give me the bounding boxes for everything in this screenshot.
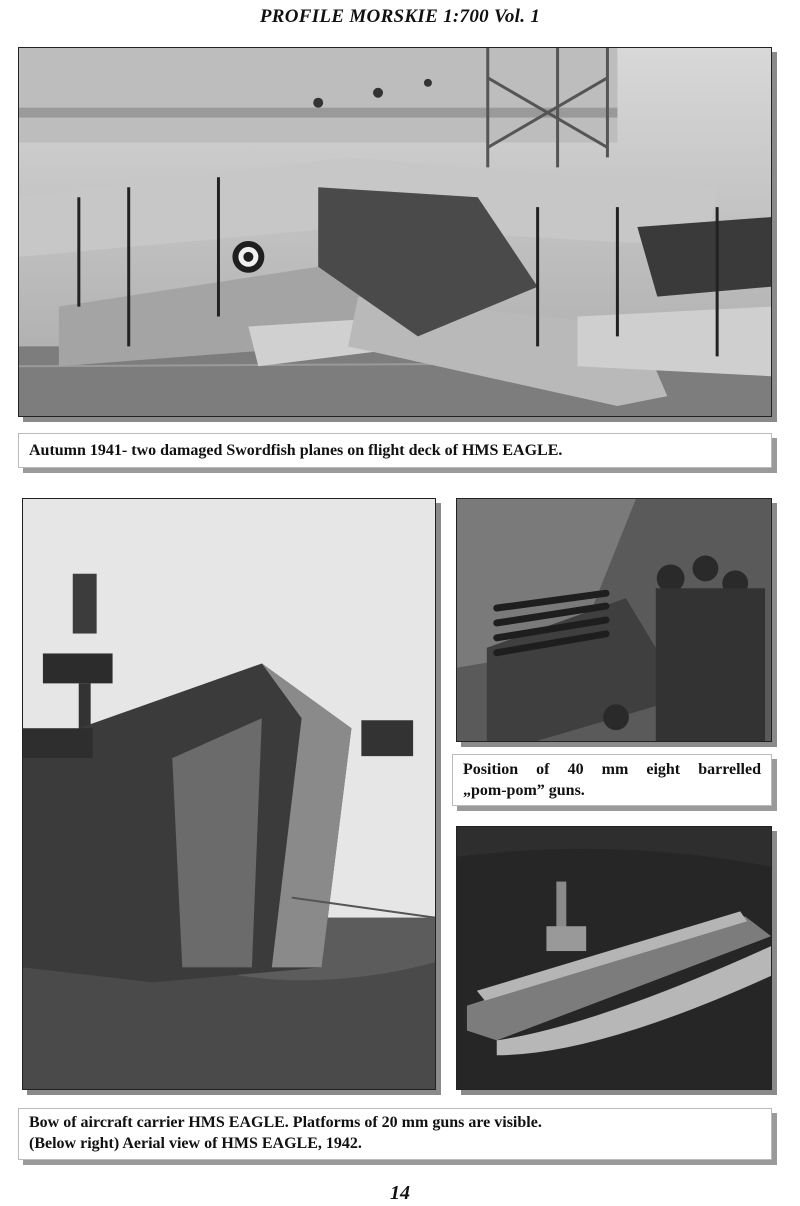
bottom-caption-line-1: Bow of aircraft carrier HMS EAGLE. Platforms of 20 mm guns are visible.	[29, 1114, 542, 1131]
pom-pom-caption-line-1: Position of 40 mm eight barrelled	[463, 761, 761, 778]
swordfish-planes-photo	[18, 47, 772, 417]
pom-pom-photo	[456, 498, 772, 742]
top-caption-text: Autumn 1941- two damaged Swordfish planes on flight deck of HMS EAGLE.	[29, 442, 563, 459]
pom-pom-caption	[452, 754, 772, 806]
top-caption	[18, 433, 772, 468]
pom-pom-caption-line-2: „pom-pom” guns.	[463, 782, 585, 799]
bow-photo	[22, 498, 436, 1090]
page-header: PROFILE MORSKIE 1:700 Vol. 1	[259, 6, 541, 27]
bottom-caption	[18, 1108, 772, 1160]
page-number: 14	[390, 1182, 410, 1204]
aerial-photo	[456, 826, 772, 1090]
bottom-caption-line-2: (Below right) Aerial view of HMS EAGLE, 1942.	[29, 1135, 362, 1152]
